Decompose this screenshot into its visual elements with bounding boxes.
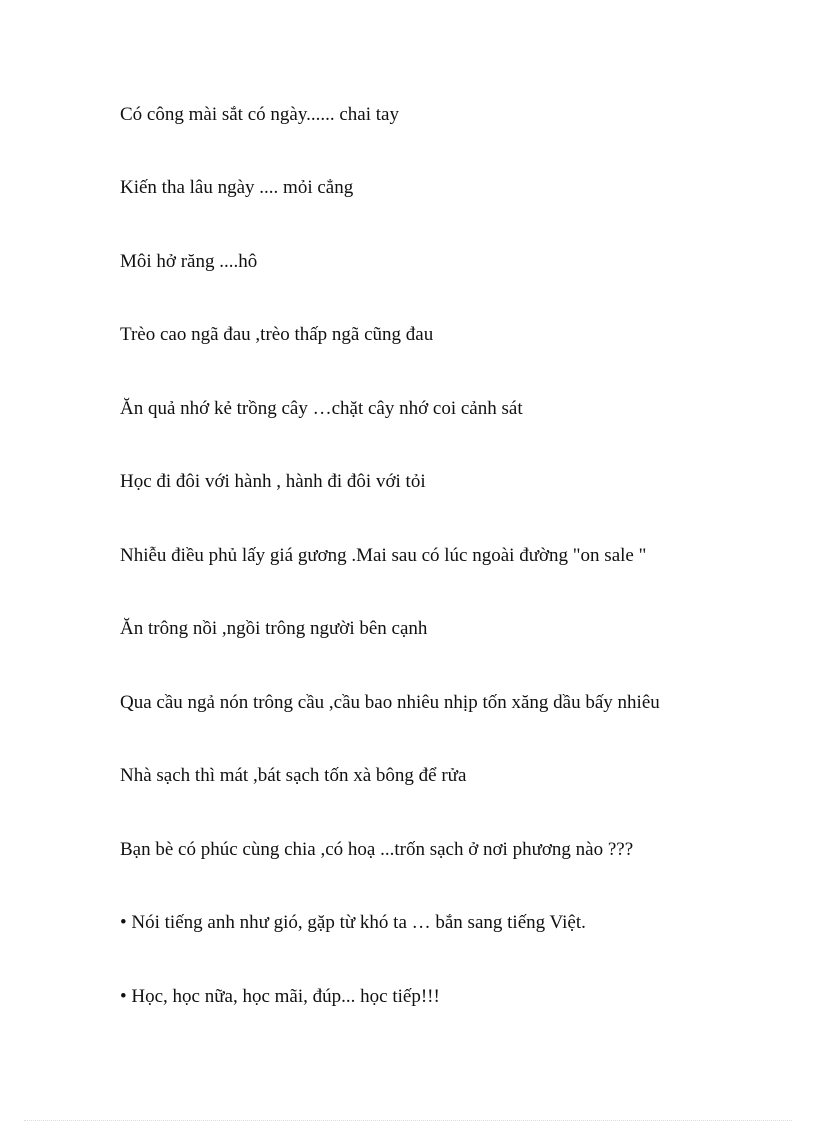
- proverb-line-10: Nhà sạch thì mát ,bát sạch tốn xà bông để rửa: [120, 765, 467, 786]
- proverb-line-7: Nhiễu điều phủ lấy giá gương .Mai sau có lúc ngoài đường "on sale ": [120, 545, 647, 566]
- proverb-line-3: Môi hở răng ....hô: [120, 251, 258, 272]
- proverb-line-8: Ăn trông nồi ,ngồi trông người bên cạnh: [120, 618, 428, 639]
- proverb-line-6: Học đi đôi với hành , hành đi đôi với tỏi: [120, 471, 426, 492]
- proverb-line-1: Có công mài sắt có ngày...... chai tay: [120, 104, 399, 125]
- proverb-line-4: Trèo cao ngã đau ,trèo thấp ngã cũng đau: [120, 324, 434, 345]
- page-bottom-divider: [24, 1120, 792, 1121]
- bullet-line-2: • Học, học nữa, học mãi, đúp... học tiếp!!!: [120, 986, 440, 1007]
- proverb-line-11: Bạn bè có phúc cùng chia ,có hoạ ...trốn sạch ở nơi phương nào ???: [120, 839, 634, 860]
- proverb-line-9: Qua cầu ngả nón trông cầu ,cầu bao nhiêu nhịp tốn xăng dầu bấy nhiêu: [120, 692, 660, 713]
- proverb-line-2: Kiến tha lâu ngày .... mỏi cẳng: [120, 177, 354, 198]
- bullet-line-1: • Nói tiếng anh như gió, gặp từ khó ta … bắn sang tiếng Việt.: [120, 912, 586, 933]
- proverb-line-5: Ăn quả nhớ kẻ trồng cây …chặt cây nhớ coi cảnh sát: [120, 398, 523, 419]
